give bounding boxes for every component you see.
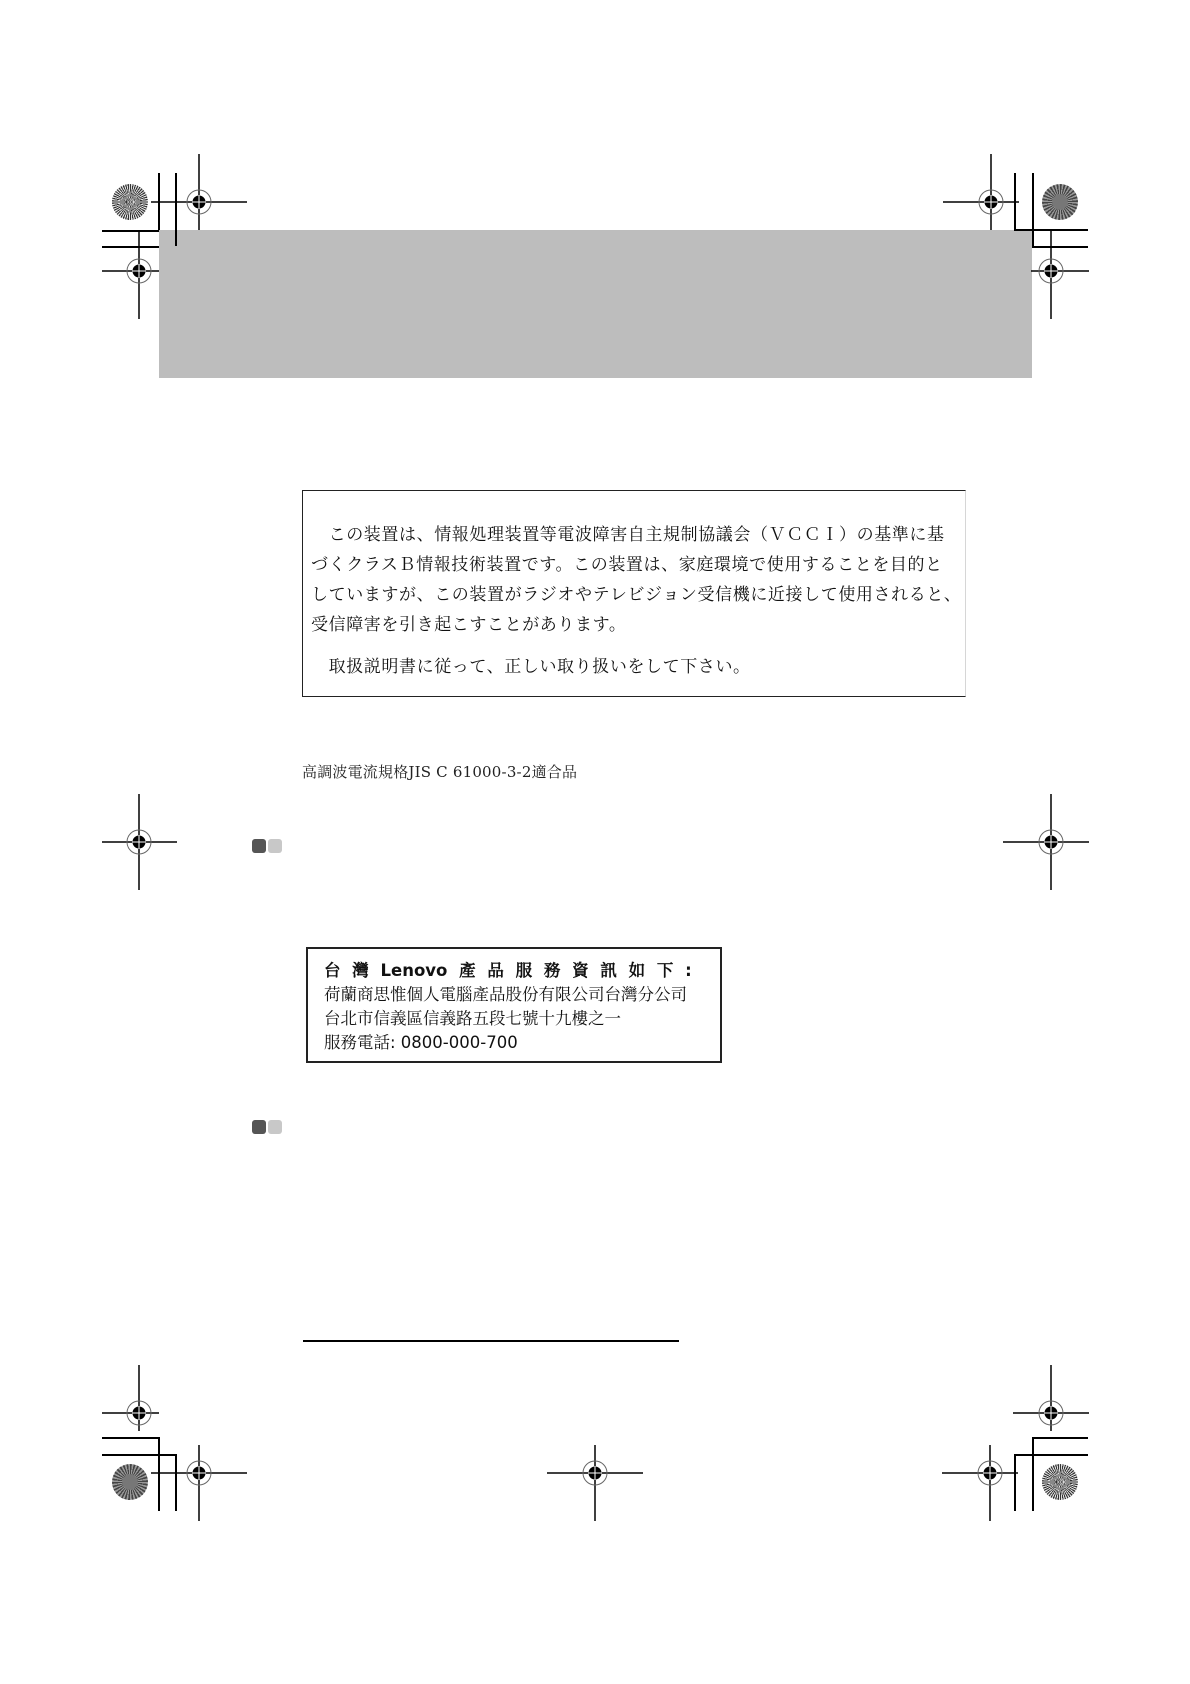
vcci-notice-line: この装置は、情報処理装置等電波障害自主規制協議会（ＶＣＣＩ）の基準に基 — [311, 525, 945, 545]
registration-mark-icon — [942, 1425, 1038, 1521]
section-bullet-dark-icon — [252, 1120, 266, 1134]
taiwan-service-box — [306, 947, 722, 1063]
registration-mark-icon — [91, 223, 187, 319]
registration-mark-icon — [1003, 794, 1099, 890]
footnote-rule — [303, 1340, 679, 1342]
starburst-target-icon — [1042, 1464, 1078, 1500]
section-bullet-light-icon — [268, 1120, 282, 1134]
color-target-icon — [112, 1464, 148, 1500]
section-bullet-dark-icon — [252, 839, 266, 853]
vcci-instruction: 取扱説明書に従って、正しい取り扱いをして下さい。 — [311, 657, 751, 677]
taiwan-service-company: 荷蘭商思惟個人電腦產品股份有限公司台灣分公司 — [324, 985, 687, 1004]
color-target-icon — [1042, 184, 1078, 220]
vcci-notice-box — [302, 490, 966, 697]
taiwan-service-phone: 服務電話: 0800-000-700 — [324, 1033, 518, 1052]
registration-mark-icon — [91, 794, 187, 890]
vcci-notice-line: 受信障害を引き起こすことがあります。 — [311, 615, 627, 635]
header-band — [159, 230, 1032, 378]
jis-compliance-text: 高調波電流規格JIS C 61000-3-2適合品 — [302, 763, 578, 781]
vcci-notice-line: していますが、この装置がラジオやテレビジョン受信機に近接して使用されると、 — [311, 585, 962, 605]
taiwan-service-address: 台北市信義區信義路五段七號十九樓之一 — [324, 1009, 621, 1028]
registration-mark-icon — [1003, 223, 1099, 319]
starburst-target-icon — [112, 184, 148, 220]
section-bullet-light-icon — [268, 839, 282, 853]
registration-mark-icon — [151, 1425, 247, 1521]
taiwan-service-heading: 台 灣 Lenovo 產 品 服 務 資 訊 如 下 : — [324, 961, 692, 980]
registration-mark-icon — [547, 1425, 643, 1521]
vcci-notice-line: づくクラスＢ情報技術装置です。この装置は、家庭環境で使用することを目的と — [311, 555, 943, 575]
